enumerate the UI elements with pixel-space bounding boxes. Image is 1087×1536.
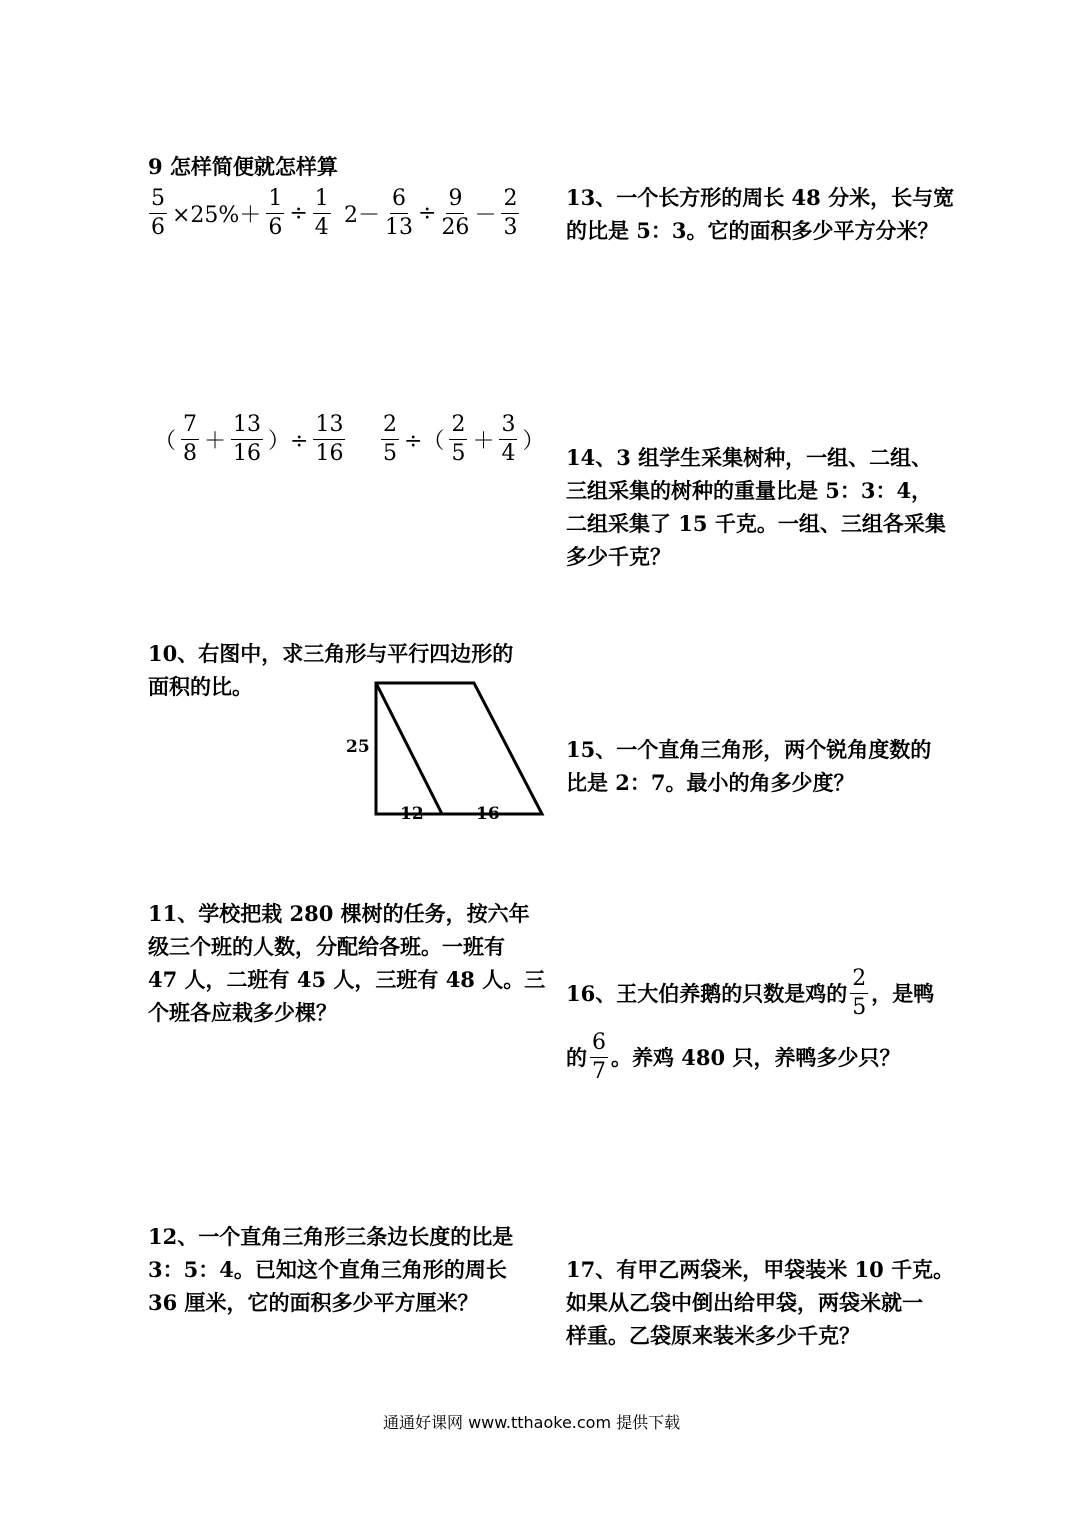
- question-text: 12、一个直角三角形三条边长度的比是: [148, 1224, 514, 1249]
- operator: ×25%＋: [172, 203, 262, 228]
- question-text: 比是 2：7。最小的角多少度？: [566, 770, 855, 795]
- question-text: 10、右图中，求三角形与平行四边形的: [148, 641, 514, 666]
- question-text: 13、一个长方形的周长 48 分米，长与宽: [566, 185, 955, 210]
- question-11: [148, 897, 545, 1029]
- expression-1: [146, 186, 334, 241]
- fraction: $\frac{7}{8}$: [183, 412, 198, 466]
- question-text: 。养鸡 480 只，养鸭多少只？: [611, 1045, 901, 1070]
- expression-3: [152, 412, 348, 467]
- question-16-line-1: [566, 966, 934, 1021]
- expression-4: [378, 412, 546, 467]
- question-text: 36 厘米，它的面积多少平方厘米？: [148, 1290, 479, 1315]
- question-15: [566, 733, 931, 799]
- question-text: 47 人，二班有 45 人，三班有 48 人。三: [148, 967, 546, 992]
- question-text: 三组采集的树种的重量比是 5：3：4，: [566, 478, 933, 503]
- question-14: [566, 441, 946, 573]
- height-label: 25: [346, 737, 370, 757]
- question-13: [566, 181, 954, 247]
- base-label-2: 16: [476, 804, 500, 824]
- triangle-parallelogram-figure: [370, 675, 550, 825]
- fraction: $\frac{2}{5}$: [451, 412, 466, 466]
- operator: ）: [522, 429, 545, 454]
- question-17: [566, 1253, 954, 1352]
- question-text: 3：5：4。已知这个直角三角形的周长: [148, 1257, 507, 1282]
- question-12: [148, 1220, 513, 1319]
- operator: （: [154, 429, 177, 454]
- question-text: 面积的比。: [148, 674, 253, 699]
- footer-text: 通通好课网 www.tthaoke.com 提供下载: [383, 1413, 681, 1432]
- question-text: 级三个班的人数，分配给各班。一班有: [148, 934, 505, 959]
- question-text: 多少千克？: [566, 544, 671, 569]
- question-text: 样重。乙袋原来装米多少千克？: [566, 1323, 860, 1348]
- operator: ÷: [418, 201, 437, 226]
- question-16-line-2: [566, 1030, 900, 1085]
- section9-title: 9 怎样简便就怎样算: [148, 154, 338, 179]
- question-text: 11、学校把栽 280 棵树的任务，按六年: [148, 901, 530, 926]
- fraction: $\frac{13}{16}$: [233, 412, 262, 466]
- fraction: $\frac{2}{5}$: [383, 412, 397, 466]
- operator: ＋: [472, 429, 495, 454]
- fraction: $\frac{1}{6}$: [268, 186, 283, 240]
- operator: －: [474, 203, 497, 228]
- fraction: $\frac{13}{16}$: [315, 412, 344, 466]
- fraction: $\frac{1}{4}$: [314, 186, 329, 240]
- question-text: 14、3 组学生采集树种，一组、二组、: [566, 445, 933, 470]
- base-label-1: 12: [400, 804, 424, 824]
- fraction: $\frac{3}{4}$: [501, 412, 516, 466]
- question-text: 个班各应栽多少棵？: [148, 1000, 337, 1025]
- fraction: $\frac{2}{5}$: [852, 966, 867, 1020]
- fraction: $\frac{5}{6}$: [151, 186, 165, 240]
- operator: ）÷: [268, 429, 309, 454]
- fraction: $\frac{6}{13}$: [385, 186, 413, 240]
- fraction: $\frac{6}{7}$: [592, 1030, 606, 1084]
- question-text: 16、王大伯养鹅的只数是鸡的: [566, 981, 848, 1006]
- parallelogram-shape: [376, 683, 542, 814]
- operator: ÷: [289, 201, 308, 226]
- question-text: 二组采集了 15 千克。一组、三组各采集: [566, 511, 946, 536]
- question-text: 17、有甲乙两袋米，甲袋装米 10 千克。: [566, 1257, 955, 1282]
- expression-2: [342, 186, 522, 241]
- operator: ÷（: [404, 429, 445, 454]
- question-text: 的比是 5：3。它的面积多少平方分米？: [566, 218, 939, 243]
- operator: ＋: [204, 429, 227, 454]
- question-text: ，是鸭: [871, 981, 935, 1006]
- question-text: 15、一个直角三角形，两个锐角度数的: [566, 737, 932, 762]
- triangle-diagonal: [376, 683, 442, 814]
- question-text: 如果从乙袋中倒出给甲袋，两袋米就一: [566, 1290, 923, 1315]
- fraction: $\frac{9}{26}$: [441, 186, 470, 240]
- fraction: $\frac{2}{3}$: [503, 186, 518, 240]
- operator: 2－: [344, 203, 380, 228]
- question-text: 的: [566, 1045, 587, 1070]
